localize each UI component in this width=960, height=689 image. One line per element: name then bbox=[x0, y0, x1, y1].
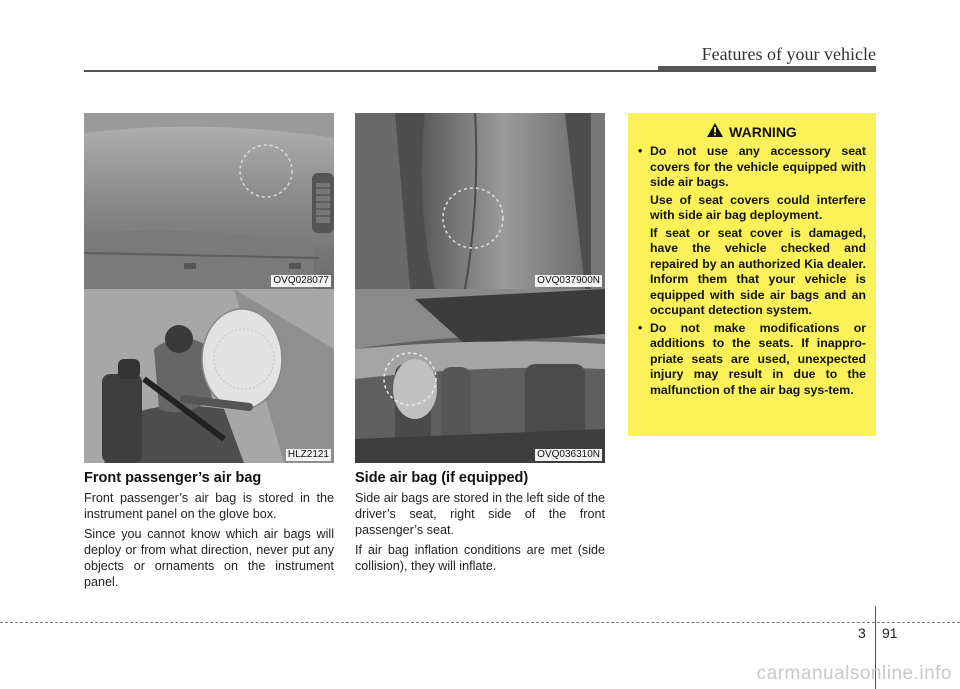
passenger-airbag-illustration bbox=[84, 289, 334, 463]
warning-item bbox=[638, 144, 866, 319]
watermark-text: carmanualsonline.info bbox=[756, 663, 952, 684]
front-airbag-paragraph: Since you cannot know which air bags will deploy or from what direction, never put any objects or ornaments on the instrument panel. bbox=[84, 527, 334, 589]
warning-paragraph: • Do not use any accessory seat covers for the vehicle equipped with side air bags. bbox=[650, 144, 866, 189]
warning-box bbox=[628, 113, 876, 436]
chapter-number: 3 bbox=[858, 625, 866, 641]
side-airbag-seat-photo bbox=[355, 113, 605, 289]
warning-list bbox=[638, 144, 866, 398]
warning-title bbox=[638, 123, 866, 140]
page-header-title: Features of your vehicle bbox=[701, 44, 876, 64]
front-airbag-heading: Front passenger’s air bag bbox=[84, 470, 262, 486]
photo-code-label: OVQ037900N bbox=[537, 275, 600, 286]
footer-rule bbox=[0, 622, 960, 623]
photo-code-label: HLZ2121 bbox=[287, 449, 329, 460]
warning-item bbox=[638, 321, 866, 399]
dashboard-airbag-photo bbox=[84, 113, 334, 289]
side-airbag-paragraph: If air bag inflation conditions are met (side collision), they will inflate. bbox=[355, 543, 605, 573]
warning-paragraph: If seat or seat cover is damaged, have the vehicle checked and repaired by an authorized Kia dealer. Inform them that your vehicle is equipped with side air bags and an occupant detection system. bbox=[650, 225, 866, 317]
warning-paragraph: Use of seat covers could interfere with side air bag deployment. bbox=[650, 192, 866, 222]
front-airbag-paragraph: Front passenger’s air bag is stored in the instrument panel on the glove box. bbox=[84, 491, 334, 521]
front-airbag-text bbox=[84, 490, 334, 594]
page-number: 91 bbox=[882, 625, 898, 641]
side-airbag-paragraph: Side air bags are stored in the left side of the driver’s seat, right side of the front passenger’s seat. bbox=[355, 491, 605, 537]
header-rule-accent bbox=[658, 66, 876, 72]
photo-code-label: OVQ028077 bbox=[273, 275, 329, 286]
warning-triangle-icon bbox=[707, 123, 723, 140]
side-airbag-heading: Side air bag (if equipped) bbox=[355, 470, 529, 486]
warning-title-text: WARNING bbox=[729, 123, 797, 140]
cabin-interior-photo bbox=[355, 289, 605, 463]
photo-code-label: OVQ036310N bbox=[537, 449, 600, 460]
side-airbag-text bbox=[355, 490, 605, 578]
warning-paragraph: • Do not make modifications or additions to the seats. If inappro-priate seats are used, unexpected injury may result in due to the malfunction of the air bag sys-tem. bbox=[650, 320, 866, 397]
